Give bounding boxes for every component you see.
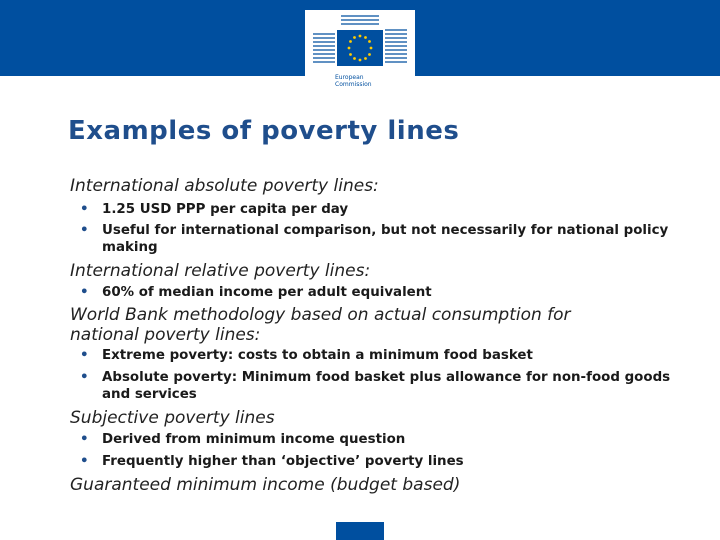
list-item-text: Frequently higher than ‘objective’ poverty lines bbox=[102, 454, 464, 469]
bullet-dot-icon: • bbox=[80, 454, 89, 469]
commission-building-icon bbox=[305, 10, 415, 102]
page-title: Examples of poverty lines bbox=[68, 116, 460, 146]
list-item bbox=[80, 369, 680, 403]
list-item bbox=[80, 453, 680, 470]
list-item-text: Extreme poverty: costs to obtain a minimum food basket bbox=[102, 348, 533, 363]
list-item bbox=[80, 222, 680, 256]
bullet-dot-icon: • bbox=[80, 432, 89, 447]
list-item bbox=[80, 347, 680, 364]
list-item-text: 60% of median income per adult equivalent bbox=[102, 285, 432, 300]
european-commission-logo bbox=[305, 10, 415, 102]
list-item-text: 1.25 USD PPP per capita per day bbox=[102, 202, 349, 217]
list-item-text: Derived from minimum income question bbox=[102, 432, 406, 447]
list-item bbox=[80, 431, 680, 448]
list-item-text: Useful for international comparison, but not necessarily for national policy making bbox=[102, 223, 669, 255]
list-item bbox=[80, 201, 680, 218]
bullet-dot-icon: • bbox=[80, 348, 89, 363]
section-heading-absolute: International absolute poverty lines: bbox=[70, 176, 379, 196]
footer-flag-bar bbox=[336, 522, 384, 540]
list-item-text: Absolute poverty: Minimum food basket plus allowance for non-food goods and services bbox=[102, 370, 671, 402]
logo-line-2: Commission bbox=[335, 81, 372, 88]
bullet-dot-icon: • bbox=[80, 370, 89, 385]
section-heading-world-bank: World Bank methodology based on actual consumption for national poverty lines: bbox=[70, 305, 571, 345]
list-item bbox=[80, 284, 680, 301]
logo-line-1: European bbox=[335, 74, 364, 81]
bullet-dot-icon: • bbox=[80, 202, 89, 217]
logo-wordmark bbox=[335, 74, 395, 88]
section-heading-guaranteed: Guaranteed minimum income (budget based) bbox=[70, 475, 461, 495]
section-heading-subjective: Subjective poverty lines bbox=[70, 408, 275, 428]
bullet-dot-icon: • bbox=[80, 285, 89, 300]
section-heading-relative: International relative poverty lines: bbox=[70, 261, 371, 281]
bullet-dot-icon: • bbox=[80, 223, 89, 238]
